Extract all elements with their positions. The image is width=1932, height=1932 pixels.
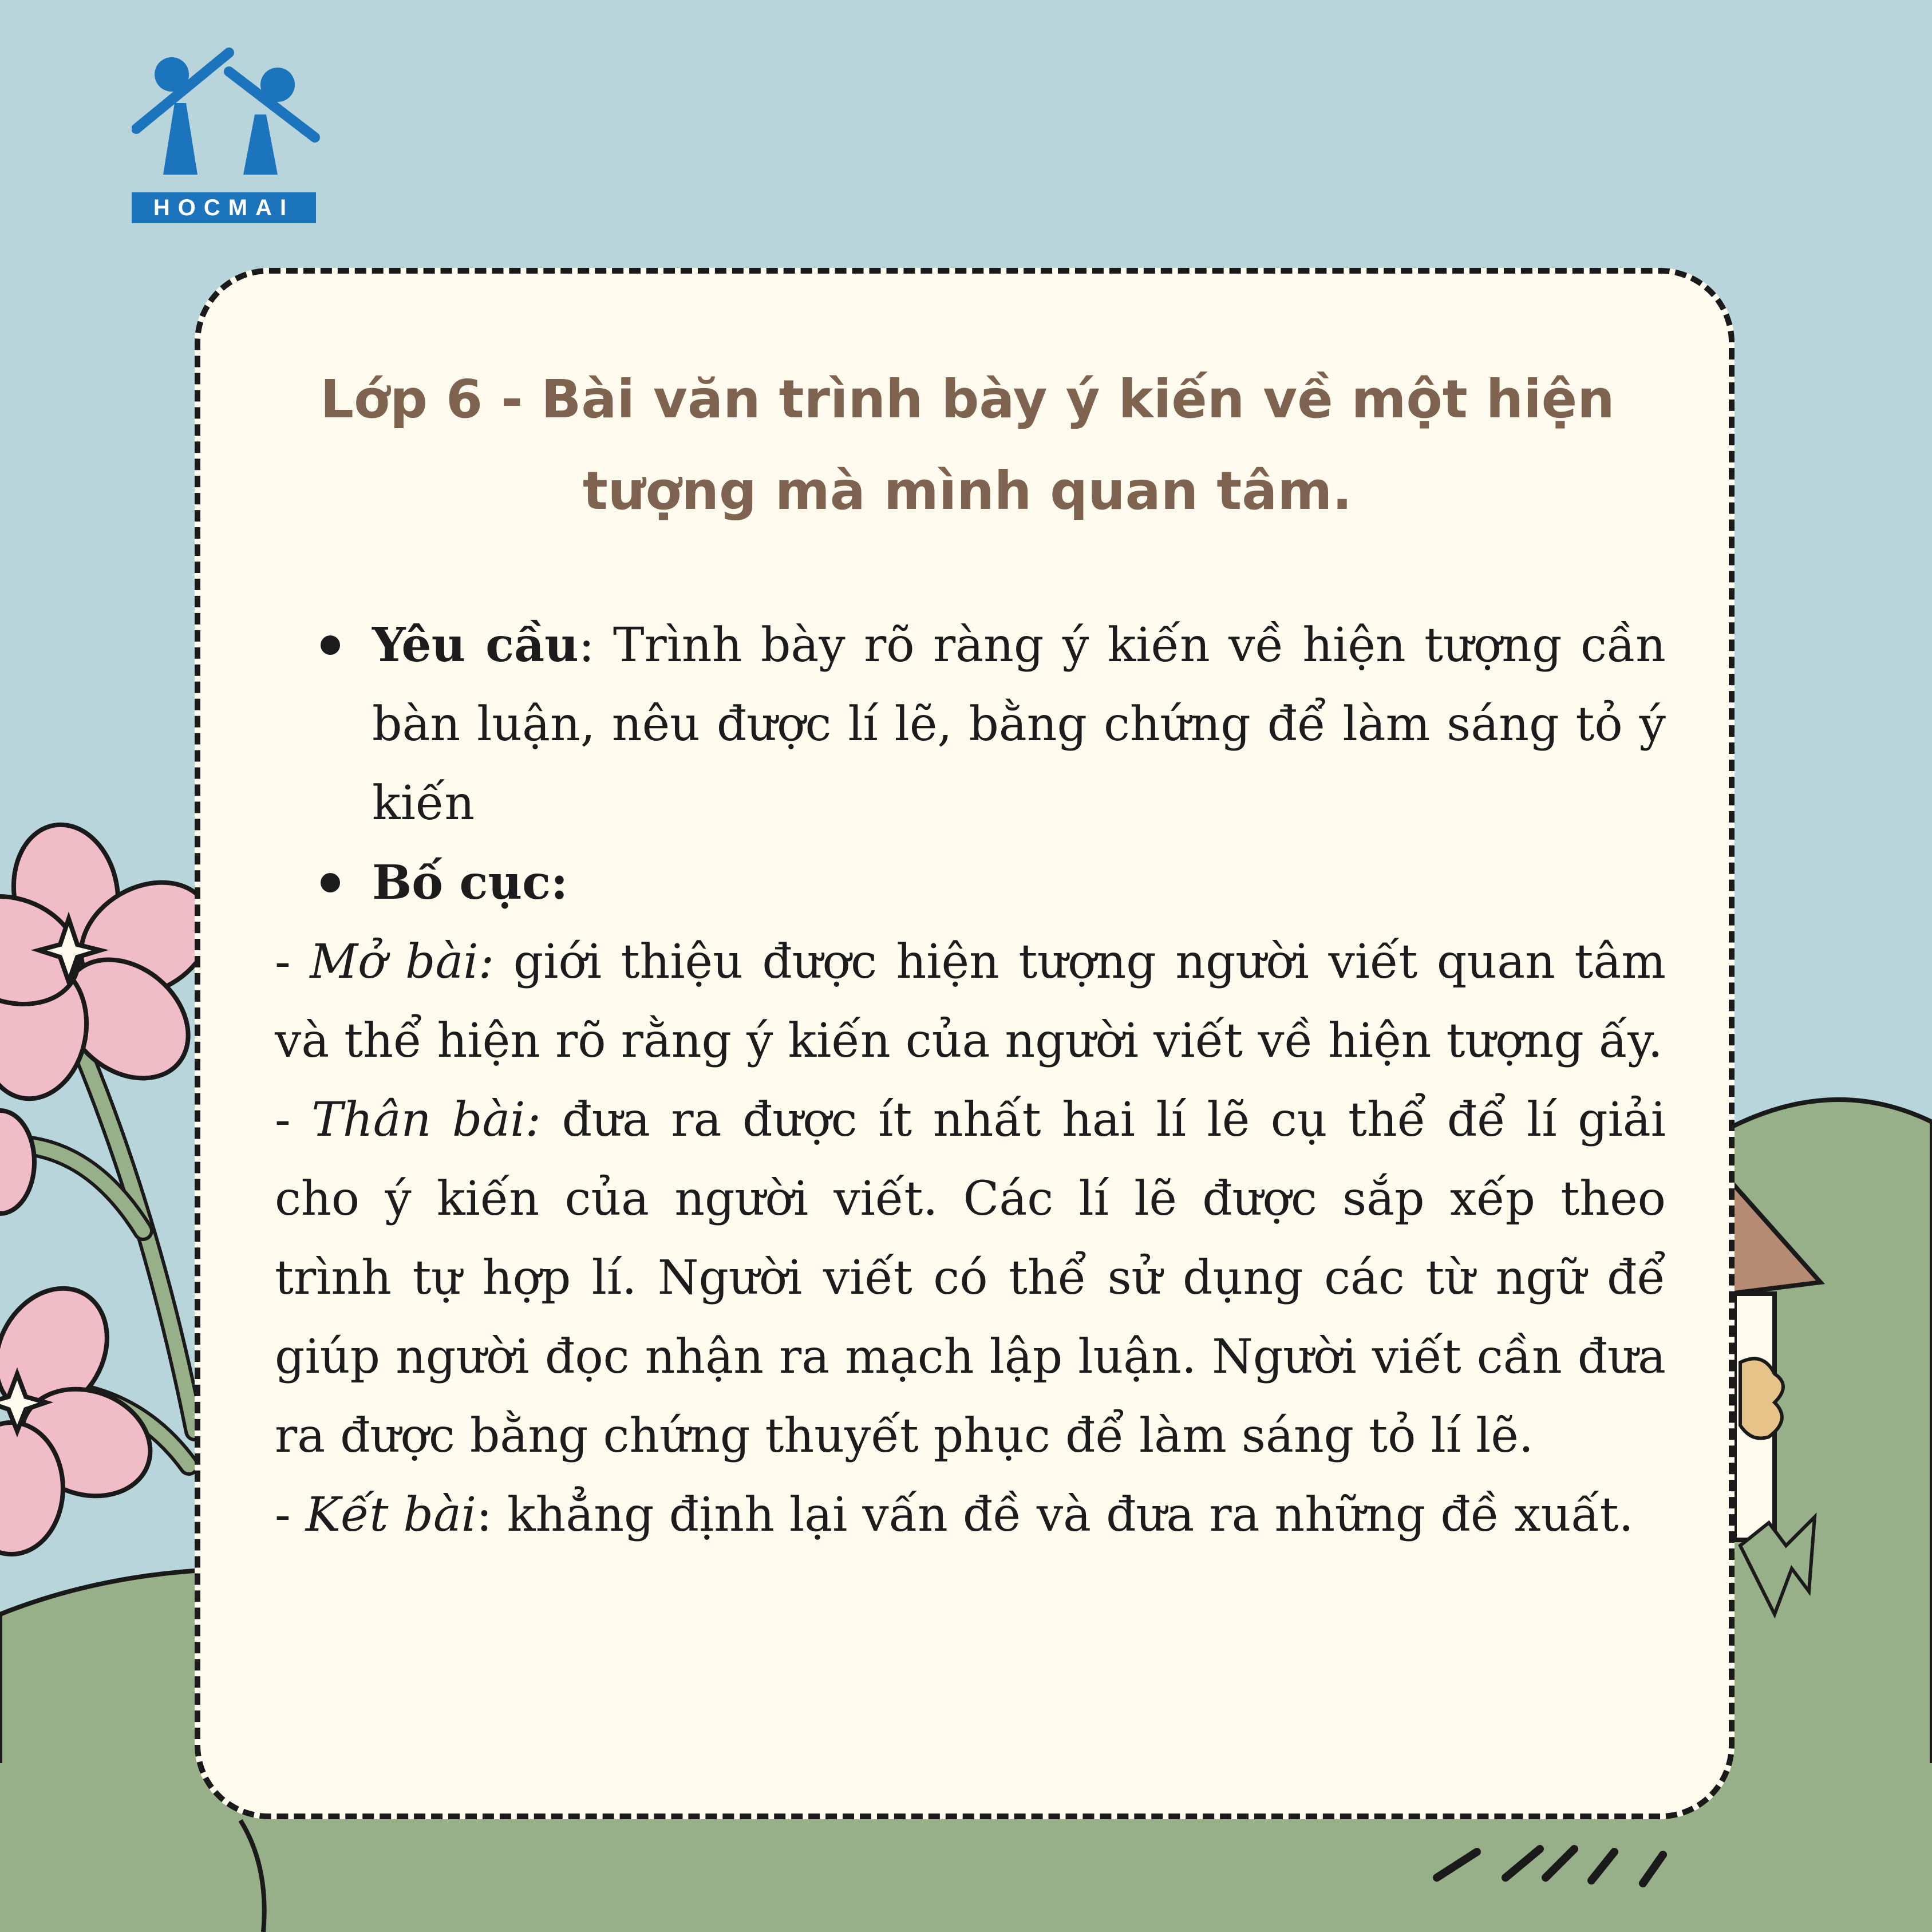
layout-label: Bố cục: xyxy=(372,855,568,910)
hocmai-logo[interactable] xyxy=(132,46,321,229)
body-label: Thân bài: xyxy=(311,1093,542,1147)
intro-paragraph xyxy=(275,923,1666,1081)
body-paragraph xyxy=(275,1081,1666,1476)
conclusion-text: : khẳng định lại vấn đề và đưa ra những đề xuất. xyxy=(476,1488,1634,1542)
title-line-1: Lớp 6 - Bài văn trình bày ý kiến về một hiện xyxy=(320,369,1615,430)
requirement-text: : Trình bày rõ ràng ý kiến về hiện tượng cần bàn luận, nêu được lí lẽ, bằng chứng để làm sáng tỏ ý kiến xyxy=(372,618,1666,831)
card-title xyxy=(258,354,1677,537)
intro-dash: - xyxy=(275,935,310,989)
body-text: đưa ra được ít nhất hai lí lẽ cụ thể để lí giải cho ý kiến của người viết. Các lí lẽ được sắp xếp theo trình tự hợp lí. Người viết có thể sử dụng các từ ngữ để giúp người đọc nhận ra mạch lập luận. Người viết cần đưa ra được bằng chứng thuyết phục để làm sáng tỏ lí lẽ. xyxy=(275,1093,1666,1463)
conclusion-dash: - xyxy=(275,1488,306,1542)
intro-label: Mở bài: xyxy=(310,935,495,989)
card-content xyxy=(275,606,1666,1555)
pink-flower-mid xyxy=(0,1111,34,1214)
requirement-label: Yêu cầu xyxy=(372,618,579,673)
logo-text: HOCMAI xyxy=(132,192,316,223)
conclusion-label: Kết bài xyxy=(305,1488,477,1542)
title-line-2: tượng mà mình quan tâm. xyxy=(582,460,1353,521)
requirement-item xyxy=(275,606,1666,843)
intro-text: giới thiệu được hiện tượng người viết quan tâm và thể hiện rõ rằng ý kiến của người viết về hiện tượng ấy. xyxy=(275,935,1666,1068)
body-dash: - xyxy=(275,1093,312,1147)
layout-item xyxy=(275,843,1666,923)
logo-figures-icon xyxy=(132,46,321,195)
conclusion-paragraph xyxy=(275,1476,1666,1555)
content-card xyxy=(195,268,1735,1819)
